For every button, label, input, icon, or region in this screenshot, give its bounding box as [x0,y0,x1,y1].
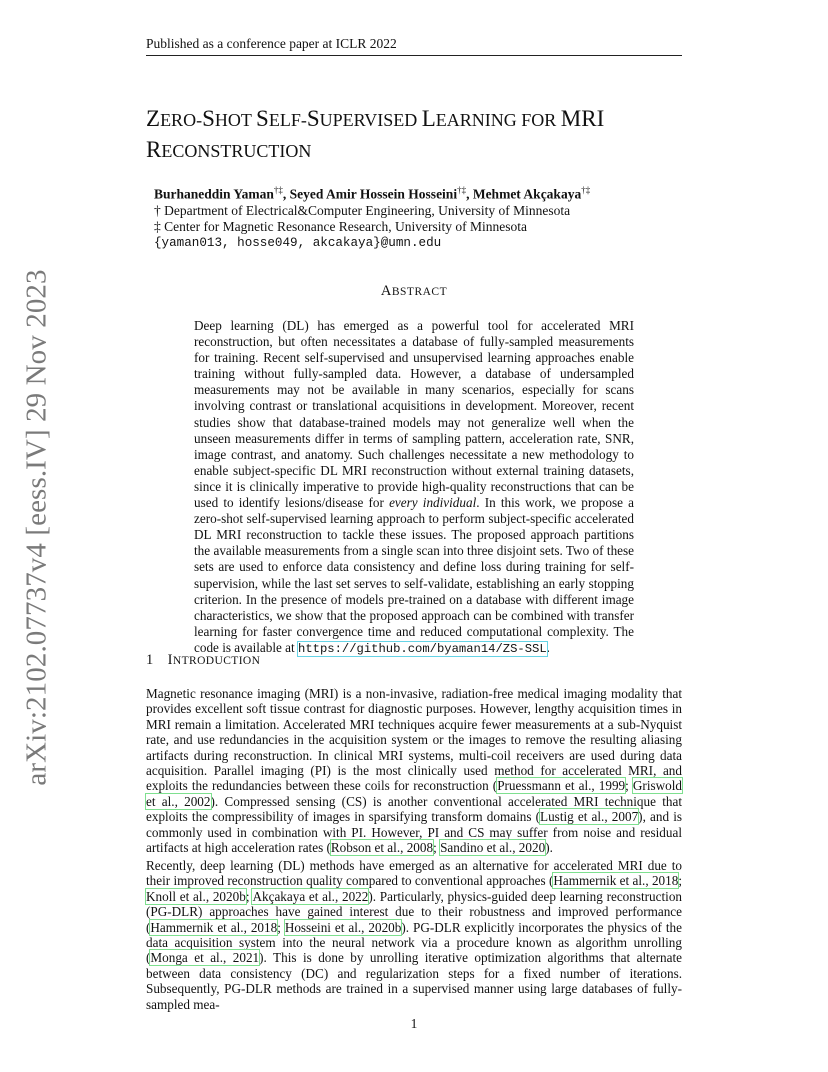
author-names: Burhaneddin Yaman†‡, Seyed Amir Hossein Hosseini†‡, Mehmet Akçakaya†‡ [154,185,591,202]
affiliation-ece: † Department of Electrical&Computer Engineering, University of Minnesota [154,202,571,218]
affiliation-cmrr: ‡ Center for Magnetic Resonance Research, University of Minnesota [154,218,528,234]
page-number: 1 [410,1016,418,1031]
citation-link[interactable]: Griswold et al., 2002 [146,778,682,809]
paper-title: ZERO-SHOT SELF-SUPERVISED LEARNING FOR MRI RECONSTRUCTION [146,106,605,162]
author-emails: {yaman013, hosse049, akcakaya}@umn.edu [154,235,442,250]
citation-link[interactable]: Hosseini et al., 2020b [284,919,402,935]
section-heading-introduction: 1 INTRODUCTION [146,652,261,668]
running-header [146,36,682,56]
abstract-text: Deep learning (DL) has emerged as a powerful tool for accelerated MRI reconstruction, but often necessitates a database of fully-sampled measurements for training. Recent self-supervised and unsupervised learning approaches enable training without fully-sampled data. However, a database of undersampled measurements may not be available in many scenarios, especially for scans involving contrast or translational acquisitions in development. Moreover, recent studies show that database-trained models may not generalize well when the unseen measurements differ in terms of sampling pattern, acceleration rate, SNR, image contrast, and anatomy. Such challenges necessitate a new methodology to enable subject-specific DL MRI reconstruction without external training datasets, since it is clinically imperative to provide high-quality reconstructions that can be used to identify lesions/disease for every individual. In this work, we propose a zero-shot self-supervised learning approach to perform subject-specific accelerated DL MRI reconstruction to tackle these issues. The proposed approach partitions the available measurements from a single scan into three disjoint sets. Two of these sets are used to enforce data consistency and define loss during training for self-supervision, while the last set serves to self-validate, establishing an early stopping criterion. In the presence of models pre-trained on a database with different image characteristics, we show that the proposed approach can be combined with transfer learning for faster convergence time and reduced computational complexity. The code is available at https://github.com/byaman14/ZS-SSL. [194,318,635,656]
citation-link[interactable]: Robson et al., 2008 [330,840,434,856]
citation-link[interactable]: Pruessmann et al., 1999 [497,778,626,794]
author-block [154,182,674,251]
abstract-heading: ABSTRACT [380,283,448,299]
citation-link[interactable]: Lustig et al., 2007 [540,809,639,825]
arxiv-identifier: arXiv:2102.07737v4 [eess.IV] 29 Nov 2023 [20,268,53,786]
citation-link[interactable]: Knoll et al., 2020b [146,888,246,904]
code-link[interactable]: https://github.com/byaman14/ZS-SSL [298,641,547,656]
citation-link[interactable]: Akçakaya et al., 2022 [252,888,369,904]
conference-note: Published as a conference paper at ICLR 2022 [146,36,397,51]
citation-link[interactable]: Sandino et al., 2020 [440,840,546,856]
citation-link[interactable]: Hammernik et al., 2018 [150,919,278,935]
intro-paragraph-1: Magnetic resonance imaging (MRI) is a non-invasive, radiation-free medical imaging modality that provides excellent soft tissue contrast for diagnostic purposes. However, lengthy acquisition times in MRI remain a limitation. Accelerated MRI techniques acquire fewer measurements at a sub-Nyquist rate, and use redundancies in the acquisition system or the images to remove the resulting aliasing artifacts during reconstruction. In clinical MRI systems, multi-coil receivers are used during data acquisition. Parallel imaging (PI) is the most clinically used method for accelerated MRI, and exploits the redundancies between these coils for reconstruction (Pruessmann et al., 1999; Griswold et al., 2002). Compressed sensing (CS) is another conventional accelerated MRI technique that exploits the compressibility of images in sparsifying transform domains (Lustig et al., 2007), and is commonly used in combination with PI. However, PI and CS may suffer from noise and residual artifacts at high acceleration rates (Robson et al., 2008; Sandino et al., 2020). [146,686,682,856]
citation-link[interactable]: Hammernik et al., 2018 [553,873,679,889]
citation-link[interactable]: Monga et al., 2021 [150,950,260,966]
arxiv-stamp [16,268,58,786]
intro-paragraph-2: Recently, deep learning (DL) methods have emerged as an alternative for accelerated MRI due to their improved reconstruction quality compared to conventional approaches (Hammernik et al., 2018; Knoll et al., 2020b; Akçakaya et al., 2022). Particularly, physics-guided deep learning reconstruction (PG-DLR) approaches have gained interest due to their robustness and improved performance (Hammernik et al., 2018; Hosseini et al., 2020b). PG-DLR explicitly incorporates the physics of the data acquisition system into the neural network via a procedure known as algorithm unrolling (Monga et al., 2021). This is done by unrolling iterative optimization algorithms that alternate between data consistency (DC) and regularization steps for a fixed number of iterations. Subsequently, PG-DLR methods are trained in a supervised manner using large databases of fully-sampled mea- [146,858,683,1012]
